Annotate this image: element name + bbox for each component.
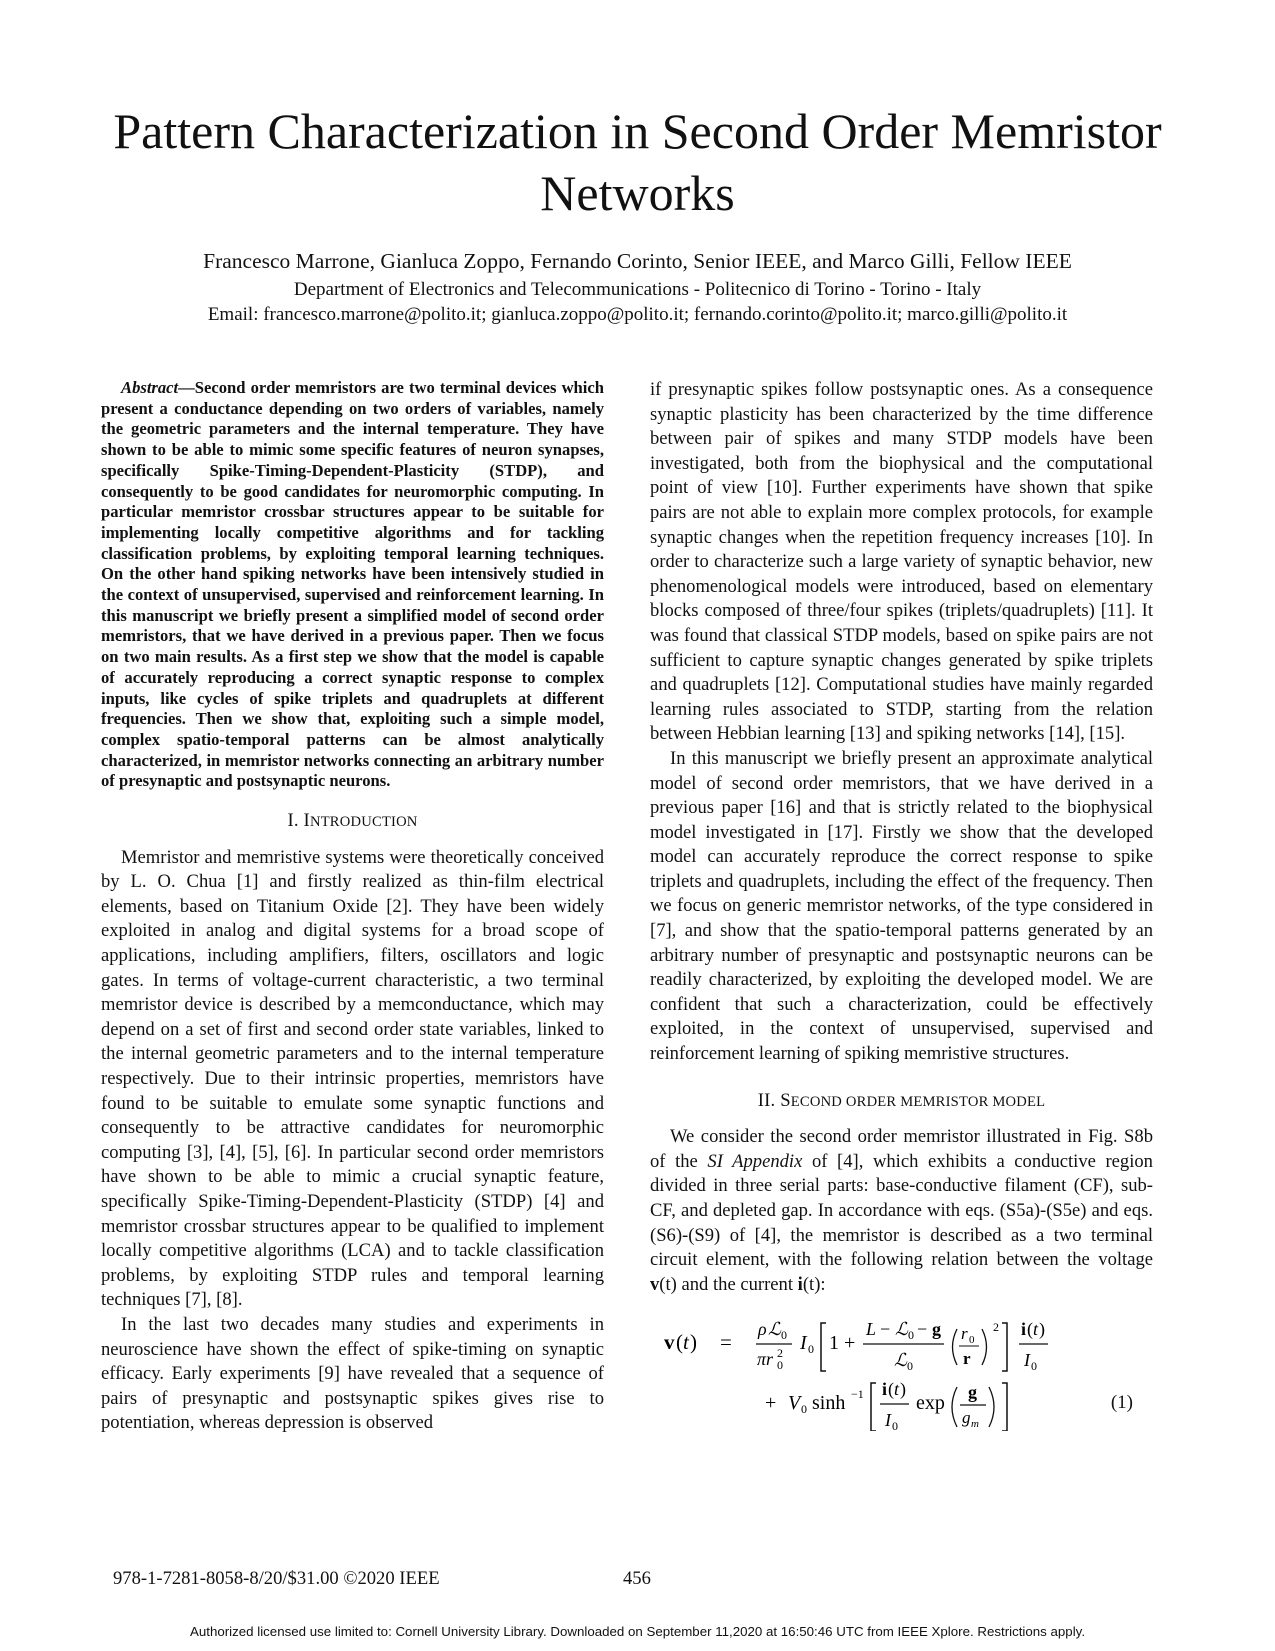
svg-text:ℒ: ℒ (894, 1350, 907, 1371)
svg-text:(: ( (676, 1330, 683, 1355)
svg-text:2: 2 (993, 1320, 999, 1335)
svg-text:sinh: sinh (812, 1392, 846, 1415)
svg-text:i: i (882, 1379, 888, 1400)
svg-text:V: V (788, 1392, 801, 1415)
text-run: and the current (676, 1273, 798, 1295)
affiliation: Department of Electronics and Telecommunications - Politecnico di Torino - Torino - Italy (293, 279, 982, 300)
svg-text:0: 0 (777, 1358, 783, 1373)
current-symbol: i (797, 1273, 803, 1295)
svg-text:(: ( (888, 1379, 894, 1400)
svg-text:t: t (894, 1379, 900, 1400)
svg-text:−1: −1 (851, 1387, 864, 1402)
abstract (101, 378, 604, 792)
left-column (101, 378, 604, 1436)
svg-text:exp: exp (916, 1392, 945, 1415)
svg-text:0: 0 (1031, 1359, 1037, 1374)
svg-text:ℒ: ℒ (895, 1319, 908, 1340)
svg-text:−: − (917, 1319, 928, 1340)
svg-text:v: v (664, 1330, 675, 1355)
svg-text:): ) (900, 1379, 906, 1400)
text-run: : (820, 1273, 826, 1295)
svg-text:ρ: ρ (758, 1319, 767, 1340)
svg-text:I: I (885, 1410, 891, 1431)
paper-title: Pattern Characterization in Second Order Memristor Networks (113, 103, 1162, 221)
svg-text:r: r (961, 1324, 968, 1344)
time-arg: (t) (659, 1273, 677, 1295)
intro-paragraph: Memristor and memristive systems were theoretically conceived by L. O. Chua [1] and firstly realized as thin-film electrical elements, based on Titanium Oxide [2]. They have been widely exploited in analog and digital systems for a broad scope of applications, including amplifiers, filters, oscillators and logic gates. In terms of voltage-current characteristic, a two terminal memristor device is described by a memconductance, which may depend on a set of first and second order state variables, linked to the internal geometric parameters and to the internal temperature respectively. Due to their intrinsic properties, memristors have found to be suitable to emulate some synaptic functions and consequently to be attractive candidates for neuromorphic computing [3], [4], [5], [6]. In particular second order memristors have shown to be able to mimic a crucial synaptic feature, specifically Spike-Timing-Dependent-Plasticity (STDP) [4] and memristor crossbar structures appear to be qualified to implement locally competitive algorithms (LCA) and to tackle classification problems, by exploiting STDP rules and temporal learning techniques [7], [8]. (101, 846, 604, 1311)
intro-paragraph: In this manuscript we briefly present an approximate analytical model of second order memristors, that we have derived in a previous paper [16] and that is strictly related to the biophysical model investigated in [17]. Firstly we show that the developed model can accurately reproduce the correct response to spike triplets and quadruplets, including the effect of the frequency. Then we focus on generic memristor networks, of the type considered in [7], and show that the spatio-temporal patterns generated by an arbitrary number of presynaptic and postsynaptic neurons can be readily characterized, by exploiting the developed model. We are confident that such a characterization, could be effectively exploited, in the context of unsupervised, supervised and reinforcement learning of spiking memristive structures. (650, 747, 1153, 1065)
svg-text:0: 0 (892, 1419, 898, 1432)
section-numeral: II. (757, 1089, 776, 1111)
voltage-symbol: v (650, 1273, 660, 1295)
svg-text:2: 2 (777, 1346, 783, 1361)
svg-text:ℒ: ℒ (768, 1319, 781, 1340)
svg-text:+: + (765, 1392, 777, 1415)
section-heading-model (650, 1089, 1153, 1115)
text-run: We consider the second order memristor illustrated in Fig. S8b of the (650, 1126, 1153, 1172)
abstract-dash: — (178, 378, 195, 397)
license-notice: Authorized licensed use limited to: Cornell University Library. Downloaded on September 11,2020 at 16:50:46 UTC from IEEE Xplore. Restrictions apply. (189, 1624, 1086, 1639)
section-numeral: I. (287, 810, 299, 832)
section-first-letter: S (780, 1089, 791, 1111)
abstract-label: Abstract (121, 378, 179, 397)
svg-text:0: 0 (808, 1342, 814, 1357)
author-emails: Email: francesco.marrone@polito.it; gianluca.zoppo@polito.it; fernando.corinto@polito.it; marco.gilli@polito.it (207, 304, 1068, 325)
model-paragraph (650, 1125, 1153, 1297)
author-list: Francesco Marrone, Gianluca Zoppo, Fernando Corinto, Senior IEEE, and Marco Gilli, Fellow IEEE (203, 249, 1072, 273)
equation-1 (650, 1309, 1153, 1431)
svg-text:0: 0 (907, 1359, 913, 1374)
svg-text:g: g (968, 1382, 977, 1403)
svg-text:): ) (690, 1330, 697, 1355)
svg-text:0: 0 (781, 1328, 787, 1343)
svg-text:i: i (1021, 1319, 1027, 1340)
svg-text:I: I (1024, 1350, 1030, 1371)
text-run: of [4], which exhibits a conductive region divided in three serial parts: base-conductive filament (CF), sub-CF, and depleted gap. In accordance with eqs. (S5a)-(S5e) and eqs. (S6)-(S9) of [4], the memristor is described as a two terminal circuit element, with the following relation between the voltage (650, 1150, 1153, 1271)
svg-text:πr: πr (757, 1349, 774, 1370)
time-arg: (t) (802, 1273, 821, 1295)
svg-text:r: r (963, 1349, 971, 1369)
section-title-rest: NTRODUCTION (309, 814, 418, 831)
svg-text:m: m (971, 1418, 979, 1431)
svg-text:g: g (932, 1319, 941, 1340)
equation-graphic (650, 1309, 1153, 1431)
svg-text:−: − (880, 1319, 891, 1340)
right-column (650, 378, 1153, 1431)
svg-text:): ) (1039, 1319, 1045, 1340)
svg-text:=: = (720, 1330, 732, 1355)
svg-text:(: ( (1027, 1319, 1033, 1340)
section-heading-introduction (101, 809, 604, 835)
svg-text:t: t (683, 1330, 689, 1355)
italic-run: SI Appendix (707, 1150, 803, 1172)
intro-paragraph: In the last two decades many studies and experiments in neuroscience have shown the effect of spike-timing on synaptic efficacy. Early experiments [9] have revealed that a sequence of pairs of presynaptic and postsynaptic spikes gives rise to potentiation, whereas depression is observed (101, 1313, 604, 1434)
intro-paragraph-continued: if presynaptic spikes follow postsynaptic ones. As a consequence synaptic plasticity has been characterized by the time difference between pair of spikes and many STDP models have been investigated, both from the biophysical and the computational point of view [10]. Further experiments have shown that spike pairs are not able to explain more complex protocols, for example synaptic changes when the repetition frequency increases [10]. In order to characterize such a large variety of synaptic behavior, new phenomenological models were introduced, based on elementary blocks composed of three/four spikes (triplets/quadruplets) [11]. It was found that classical STDP models, based on spike pairs are not sufficient to capture synaptic changes generated by spike triplets and quadruplets [12]. Computational studies have mainly regarded learning rules associated to STDP, starting from the relation between Hebbian learning [13] and spiking networks [14], [15]. (650, 379, 1153, 745)
svg-text:g: g (962, 1408, 971, 1428)
page-number: 456 (623, 1568, 651, 1589)
svg-text:t: t (1033, 1319, 1039, 1340)
abstract-text: Second order memristors are two terminal devices which present a conductance depending on two orders of variables, namely the geometric parameters and the internal temperature. They have shown to be able to mimic some specific features of neuron synapses, specifically Spike-Timing-Dependent-Plasticity (STDP), and consequently to be good candidates for neuromorphic computing. In particular memristor crossbar structures appear to be suitable for implementing locally competitive algorithms and for tackling classification problems, by exploiting temporal learning techniques. On the other hand spiking networks have been intensively studied in the context of unsupervised, supervised and reinforcement learning. In this manuscript we briefly present a simplified model of second order memristors, that we have derived in a previous paper. Then we focus on two main results. As a first step we show that the model is capable of accurately reproducing a correct synaptic response to complex inputs, like cycles of spike triplets and quadruplets at different frequencies. Then we show that, exploiting such a simple model, complex spatio-temporal patterns can be almost analytically characterized, in memristor networks connecting an arbitrary number of presynaptic and postsynaptic neurons. (101, 378, 604, 791)
equation-number: (1) (1110, 1392, 1133, 1414)
svg-text:0: 0 (908, 1328, 914, 1343)
section-first-letter: I (303, 810, 310, 832)
svg-text:L: L (866, 1319, 877, 1340)
svg-text:1 +: 1 + (829, 1332, 856, 1355)
footer-isbn: 978-1-7281-8058-8/20/$31.00 ©2020 IEEE (113, 1568, 440, 1589)
svg-text:I: I (800, 1332, 807, 1355)
svg-text:0: 0 (969, 1334, 975, 1347)
svg-text:0: 0 (801, 1402, 807, 1417)
section-title-rest: ECOND ORDER MEMRISTOR MODEL (790, 1093, 1046, 1110)
